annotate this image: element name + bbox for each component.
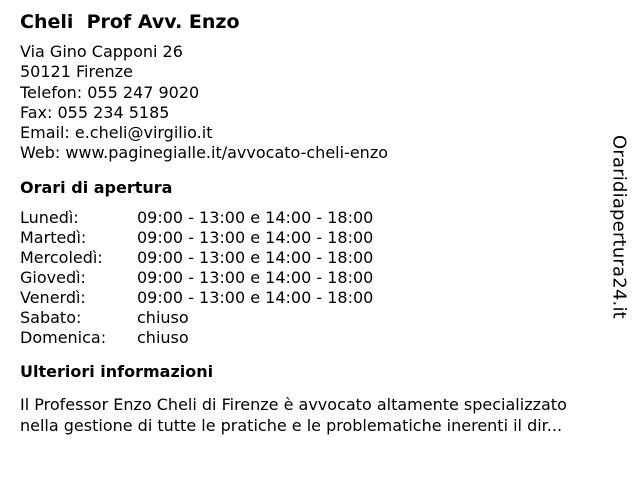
hours-time-value: chiuso — [137, 328, 189, 348]
hours-row-tuesday — [20, 228, 605, 248]
hours-day-label: Venerdì: — [20, 288, 86, 308]
hours-time-value: 09:00 - 13:00 e 14:00 - 18:00 — [137, 207, 374, 227]
opening-hours-heading: Orari di apertura — [20, 177, 173, 197]
hours-day-label: Mercoledì: — [20, 247, 103, 267]
further-info-text — [20, 394, 620, 436]
email-address: Email: e.cheli@virgilio.it — [20, 123, 213, 143]
hours-day-label: Martedì: — [20, 227, 87, 247]
further-info-line: nella gestione di tutte le pratiche e le problematiche inerenti il dir... — [20, 416, 563, 436]
site-watermark — [600, 135, 638, 319]
hours-row-saturday — [20, 308, 605, 328]
hours-day-label: Lunedì: — [20, 207, 79, 227]
fax-number: Fax: 055 234 5185 — [20, 102, 170, 122]
business-name: Cheli Prof Avv. Enzo — [20, 11, 240, 33]
hours-time-value: 09:00 - 13:00 e 14:00 - 18:00 — [137, 227, 374, 247]
website-address: Web: www.paginegialle.it/avvocato-cheli-enzo — [20, 143, 388, 163]
hours-time-value: 09:00 - 13:00 e 14:00 - 18:00 — [137, 268, 374, 288]
hours-day-label: Domenica: — [20, 328, 107, 348]
opening-hours-list — [20, 208, 605, 349]
hours-row-sunday — [20, 328, 605, 348]
phone-number: Telefon: 055 247 9020 — [20, 82, 200, 102]
hours-day-label: Giovedì: — [20, 268, 86, 288]
watermark-text: Oraridiapertura24.it — [608, 135, 630, 319]
hours-day-label: Sabato: — [20, 308, 82, 328]
business-card — [20, 10, 605, 436]
hours-row-monday — [20, 208, 605, 228]
further-info-heading: Ulteriori informazioni — [20, 362, 214, 382]
further-info-line: Il Professor Enzo Cheli di Firenze è avvocato altamente specializzato — [20, 395, 567, 415]
hours-row-thursday — [20, 268, 605, 288]
hours-time-value: chiuso — [137, 308, 189, 328]
hours-row-friday — [20, 288, 605, 308]
hours-row-wednesday — [20, 248, 605, 268]
hours-time-value: 09:00 - 13:00 e 14:00 - 18:00 — [137, 288, 374, 308]
address-city: 50121 Firenze — [20, 62, 133, 82]
hours-time-value: 09:00 - 13:00 e 14:00 - 18:00 — [137, 247, 374, 267]
address-street: Via Gino Capponi 26 — [20, 42, 183, 61]
